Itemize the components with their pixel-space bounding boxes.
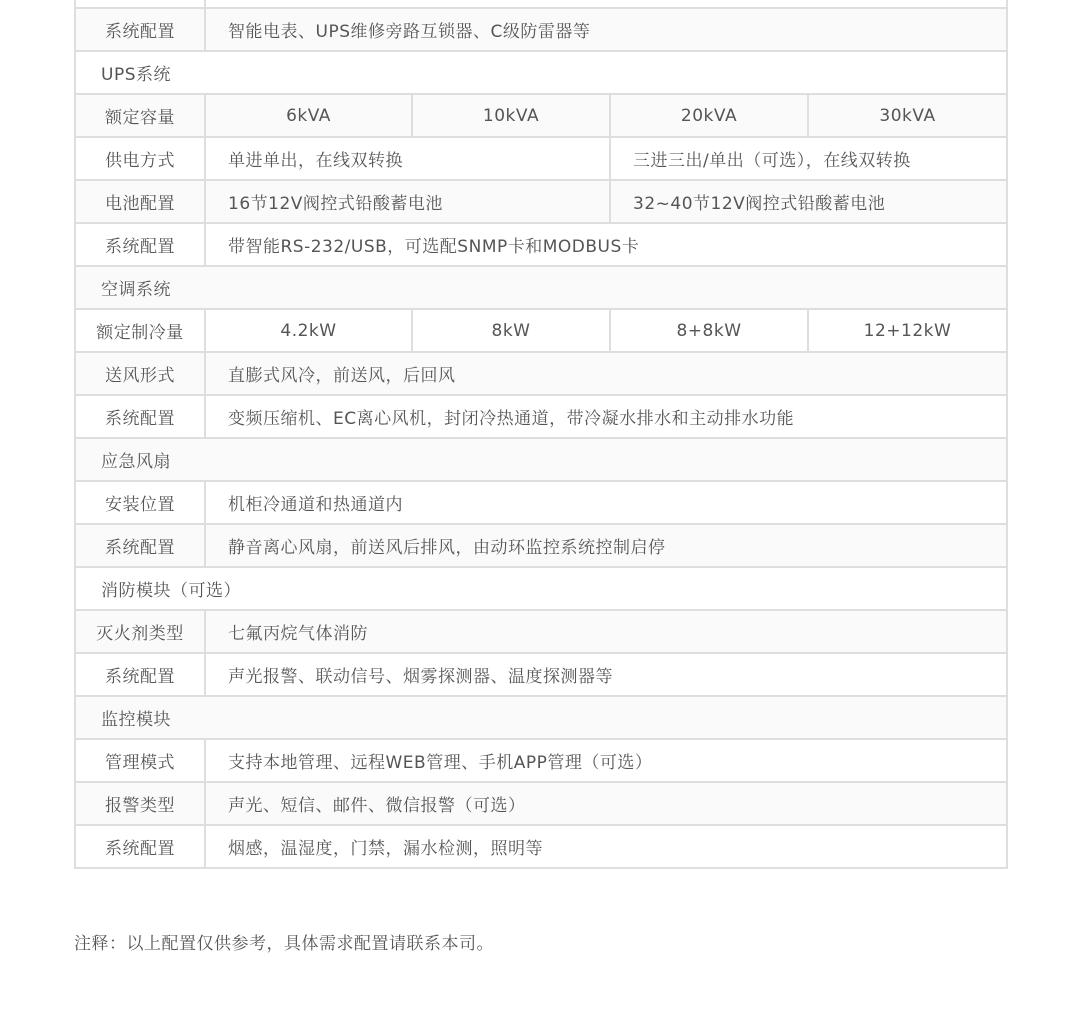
table-row (75, 825, 1007, 868)
table-row (75, 395, 1007, 438)
table-row (75, 524, 1007, 567)
row-value: 变频压缩机、EC离心风机，封闭冷热通道，带冷凝水排水和主动排水功能 (205, 395, 1007, 438)
section-row (75, 51, 1007, 94)
row-value-cell: 6kVA (205, 94, 412, 137)
section-title: 空调系统 (75, 266, 1007, 309)
table-row (75, 610, 1007, 653)
section-row (75, 696, 1007, 739)
table-row (75, 481, 1007, 524)
table-row (75, 309, 1007, 352)
section-row (75, 438, 1007, 481)
row-value-right: 三进三出/单出（可选），在线双转换 (610, 137, 1007, 180)
table-row (75, 94, 1007, 137)
row-label (75, 0, 205, 8)
row-label: 灭火剂类型 (75, 610, 205, 653)
row-label: 安装位置 (75, 481, 205, 524)
section-title: 应急风扇 (75, 438, 1007, 481)
section-title: 监控模块 (75, 696, 1007, 739)
row-value-right: 32~40节12V阀控式铅酸蓄电池 (610, 180, 1007, 223)
table-row (75, 223, 1007, 266)
section-title: UPS系统 (75, 51, 1007, 94)
row-value: 带智能RS-232/USB，可选配SNMP卡和MODBUS卡 (205, 223, 1007, 266)
row-value-cell: 8+8kW (610, 309, 808, 352)
section-row (75, 266, 1007, 309)
table-row (75, 8, 1007, 51)
row-value-cell: 30kVA (808, 94, 1007, 137)
row-label: 报警类型 (75, 782, 205, 825)
row-label: 电池配置 (75, 180, 205, 223)
row-label: 系统配置 (75, 653, 205, 696)
row-label: 额定容量 (75, 94, 205, 137)
section-title: 消防模块（可选） (75, 567, 1007, 610)
row-value-cell: 8kW (412, 309, 610, 352)
row-value: 声光、短信、邮件、微信报警（可选） (205, 782, 1007, 825)
row-value-cell: 12+12kW (808, 309, 1007, 352)
table-row (75, 137, 1007, 180)
row-label: 系统配置 (75, 395, 205, 438)
table-row (75, 352, 1007, 395)
row-value: 静音离心风扇，前送风后排风，由动环监控系统控制启停 (205, 524, 1007, 567)
row-label: 系统配置 (75, 825, 205, 868)
table-row (75, 739, 1007, 782)
row-label: 管理模式 (75, 739, 205, 782)
row-label: 送风形式 (75, 352, 205, 395)
row-value-cell: 10kVA (412, 94, 610, 137)
row-label: 系统配置 (75, 524, 205, 567)
row-label: 系统配置 (75, 223, 205, 266)
row-value: 支持本地管理、远程WEB管理、手机APP管理（可选） (205, 739, 1007, 782)
row-value: 直膨式风冷，前送风，后回风 (205, 352, 1007, 395)
row-label: 额定制冷量 (75, 309, 205, 352)
spec-table (74, 0, 1008, 869)
table-row (75, 782, 1007, 825)
row-value-cell: 4.2kW (205, 309, 412, 352)
row-label: 供电方式 (75, 137, 205, 180)
row-value: 烟感，温湿度，门禁，漏水检测，照明等 (205, 825, 1007, 868)
row-label: 系统配置 (75, 8, 205, 51)
table-row (75, 180, 1007, 223)
row-value: 声光报警、联动信号、烟雾探测器、温度探测器等 (205, 653, 1007, 696)
row-value: 七氟丙烷气体消防 (205, 610, 1007, 653)
footnote: 注释：以上配置仅供参考，具体需求配置请联系本司。 (74, 934, 494, 954)
row-value: 机柜冷通道和热通道内 (205, 481, 1007, 524)
row-value (205, 0, 1007, 8)
row-value-left: 16节12V阀控式铅酸蓄电池 (205, 180, 610, 223)
row-value: 智能电表、UPS维修旁路互锁器、C级防雷器等 (205, 8, 1007, 51)
table-row (75, 653, 1007, 696)
section-row (75, 567, 1007, 610)
row-value-left: 单进单出，在线双转换 (205, 137, 610, 180)
table-row (75, 0, 1007, 8)
row-value-cell: 20kVA (610, 94, 808, 137)
